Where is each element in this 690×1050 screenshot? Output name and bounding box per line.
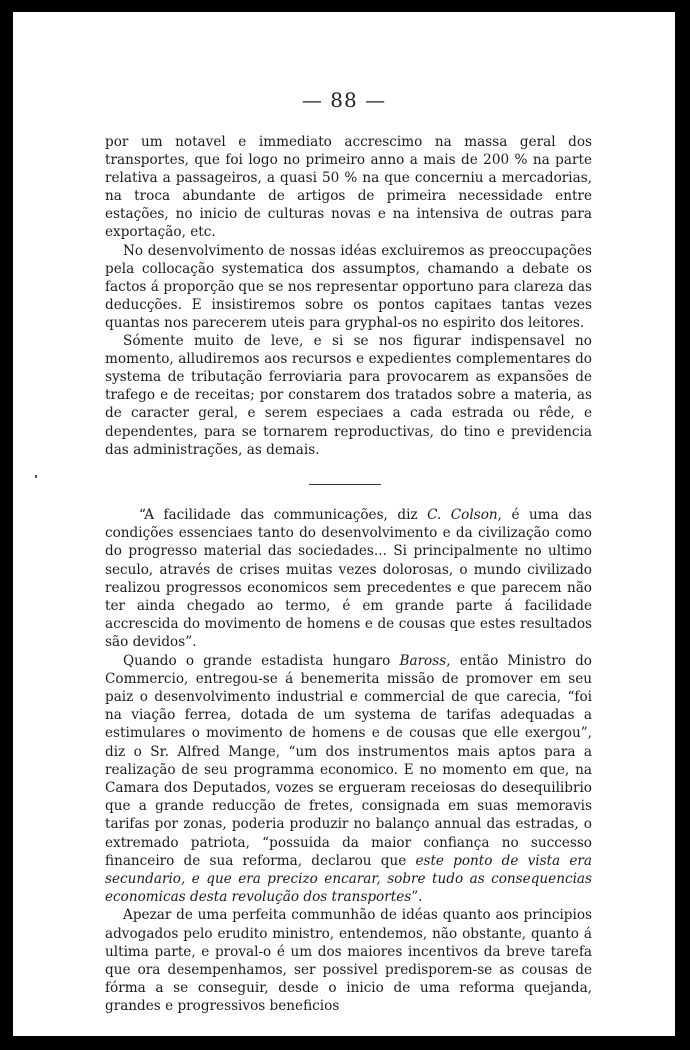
- baross-italic-quote: este ponto de vista era secundario, e que era precizo encarar, sobre tudo as consequencias economicas desta revolução dos transportes: [105, 852, 592, 906]
- baross-end: ”.: [411, 889, 423, 906]
- paragraph-resources: Sómente muito de leve, e si se nos figurar indispensavel no momento, alludiremos aos recursos e expedientes complementares do systema de tributação ferroviaria para provocarem as expansões de trafego e de receitas; por constarem dos tratados sobre a materia, as de caracter geral, e serem especiaes a cada estrada ou rêde, e dependentes, para se tornarem reproductivas, do tino e previdencia das administrações, as demais.: [105, 333, 592, 458]
- name-baross: Baross: [399, 652, 447, 669]
- baross-lead: Quando o grande estadista hungaro: [123, 652, 400, 669]
- section-separator: [309, 484, 381, 485]
- book-page: [13, 12, 675, 1036]
- paragraph-colson-quote: [105, 506, 592, 652]
- quote-body: , é uma das condições essenciaes tanto do desenvolvimento e da civilização como do progresso material das sociedades... Si principalmente no ultimo seculo, através de crises muitas vezes dolorosas, o mundo civilizado realizou progressos economicos sem precedentes e que parecem não ter ainda chegado ao termo, é em grande parte á facilidade accrescida do movimento de homens e de cousas que estes resultados são devidos”.: [105, 507, 592, 651]
- paragraph-baross: [105, 652, 592, 907]
- paragraph-conclusion: Apezar de uma perfeita communhão de idéas quanto aos principios advogados pelo erudito ministro, entendemos, não obstante, quanto á ultima parte, e proval-o é um dos maiores incentivos da breve tarefa que ora desempenhamos, ser possivel predisporem-se as cousas de fórma a se conseguir, desde o inicio de uma reforma quejanda, grandes e progressivos beneficios: [105, 907, 592, 1015]
- author-colson: C. Colson: [427, 507, 498, 523]
- scan-speck: [35, 475, 37, 478]
- quote-lead: “A facilidade das communicações, diz: [139, 507, 428, 523]
- baross-body: , então Ministro do Commercio, entregou-se á benemerita missão de promover em seu paiz o desenvolvimento industrial e commercial de que carecia, “foi na viação ferrea, dotada de um systema de tarifas adequadas a estimulares o movimento de homens e de cousas que elle exergou”, diz o Sr. Alfred Mange, “um dos instrumentos mais aptos para a realização de seu programma economico. E no momento em que, na Camara dos Deputados, vozes se ergueram receiosas do desequilibrio que a grande reducção de fretes, consignada em suas memoravis tarifas por zonas, poderia produzir no balanço annual das estradas, o extremado patriota, “possuida da maior confiança no successo financeiro de sua reforma, declarou que: [105, 652, 592, 869]
- page-number: — 88 —: [301, 88, 387, 112]
- section-1-text: [105, 133, 592, 459]
- paragraph-method: No desenvolvimento de nossas idéas excluiremos as preoccupações pela collocação systematica dos assumptos, chamando a debate os factos á proporção que se nos representar opportuno para clareza das deducções. E insistiremos sobre os pontos capitaes tantas vezes quantas nos parecerem uteis para gryphal-os no espirito dos leitores.: [105, 242, 592, 331]
- paragraph-continuation: por um notavel e immediato accrescimo na massa geral dos transportes, que foi logo no primeiro anno a mais de 200 % na parte relativa a passageiros, a quasi 50 % na que concerniu a mercadorias, na troca abundante de artigos de primeira necessidade entre estações, no inicio de culturas novas e na intensiva de outras para exportação, etc.: [105, 134, 592, 241]
- section-2-text: [105, 506, 592, 1016]
